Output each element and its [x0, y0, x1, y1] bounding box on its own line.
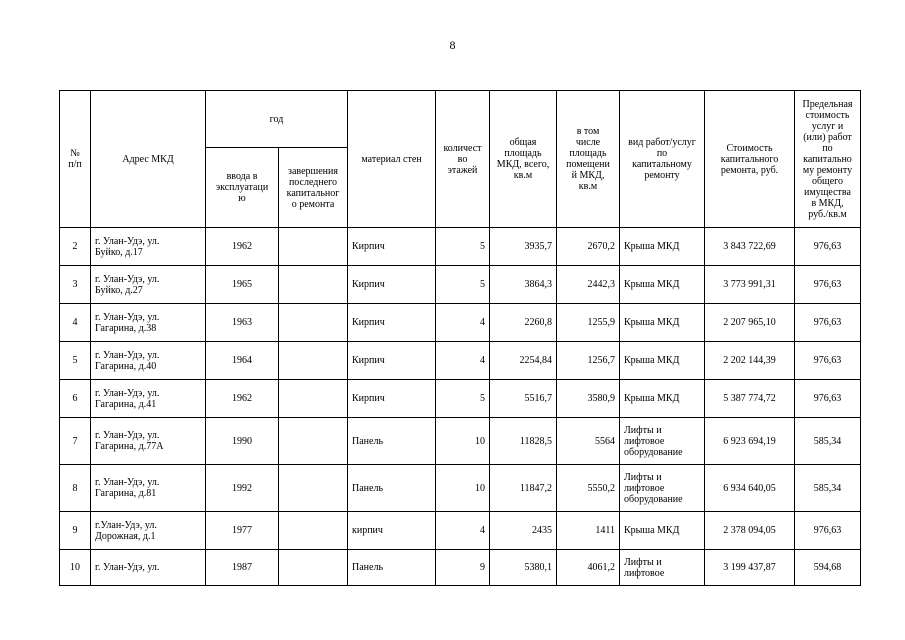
- cell-address: г. Улан-Удэ, ул. Буйко, д.17: [91, 228, 206, 266]
- cell-address: г. Улан-Удэ, ул. Гагарина, д.41: [91, 380, 206, 418]
- cell-work-type: Крыша МКД: [620, 380, 705, 418]
- table-row: [60, 380, 861, 418]
- cell-year-commission: 1992: [206, 465, 279, 512]
- cell-num: 4: [60, 304, 91, 342]
- cell-wall-material: Панель: [348, 418, 436, 465]
- table-row: [60, 228, 861, 266]
- cell-work-type: Лифты и лифтовое: [620, 550, 705, 586]
- cell-limit-cost: 976,63: [795, 304, 861, 342]
- cell-limit-cost: 585,34: [795, 465, 861, 512]
- cell-num: 10: [60, 550, 91, 586]
- cell-year-commission: 1990: [206, 418, 279, 465]
- cell-wall-material: Кирпич: [348, 266, 436, 304]
- cell-year-commission: 1963: [206, 304, 279, 342]
- header-wall-material: материал стен: [348, 91, 436, 228]
- cell-address: г. Улан-Удэ, ул. Гагарина, д.77А: [91, 418, 206, 465]
- cell-total-area: 11847,2: [490, 465, 557, 512]
- cell-wall-material: Кирпич: [348, 228, 436, 266]
- cell-year-commission: 1965: [206, 266, 279, 304]
- cell-floors: 10: [436, 418, 490, 465]
- cell-work-type: Лифты и лифтовое оборудование: [620, 465, 705, 512]
- cell-address: г. Улан-Удэ, ул. Гагарина, д.40: [91, 342, 206, 380]
- cell-year-last-repair: [279, 550, 348, 586]
- cell-total-area: 3935,7: [490, 228, 557, 266]
- cell-total-area: 2260,8: [490, 304, 557, 342]
- cell-wall-material: кирпич: [348, 512, 436, 550]
- cell-work-type: Крыша МКД: [620, 342, 705, 380]
- cell-floors: 9: [436, 550, 490, 586]
- cell-num: 3: [60, 266, 91, 304]
- cell-work-type: Крыша МКД: [620, 266, 705, 304]
- cell-wall-material: Панель: [348, 465, 436, 512]
- cell-premises-area: 4061,2: [557, 550, 620, 586]
- table-row: [60, 465, 861, 512]
- cell-year-last-repair: [279, 418, 348, 465]
- cell-year-commission: 1962: [206, 228, 279, 266]
- table-row: [60, 266, 861, 304]
- cell-year-commission: 1987: [206, 550, 279, 586]
- cell-work-type: Крыша МКД: [620, 512, 705, 550]
- header-floors: количест во этажей: [436, 91, 490, 228]
- table-row: [60, 512, 861, 550]
- table-row: [60, 304, 861, 342]
- cell-limit-cost: 585,34: [795, 418, 861, 465]
- cell-premises-area: 2670,2: [557, 228, 620, 266]
- header-limit-cost: Предельная стоимость услуг и (или) работ по капитально му ремонту общего имущества в МКД, руб./кв.м: [795, 91, 861, 228]
- cell-year-last-repair: [279, 342, 348, 380]
- header-repair-cost: Стоимость капитального ремонта, руб.: [705, 91, 795, 228]
- cell-year-commission: 1964: [206, 342, 279, 380]
- cell-repair-cost: 3 199 437,87: [705, 550, 795, 586]
- cell-year-last-repair: [279, 304, 348, 342]
- cell-year-last-repair: [279, 266, 348, 304]
- header-year-commission: ввода в эксплуатаци ю: [206, 148, 279, 228]
- cell-repair-cost: 2 378 094,05: [705, 512, 795, 550]
- page-number: 8: [449, 38, 456, 52]
- cell-repair-cost: 2 202 144,39: [705, 342, 795, 380]
- cell-floors: 4: [436, 304, 490, 342]
- header-row-top: [60, 91, 861, 148]
- cell-year-commission: 1977: [206, 512, 279, 550]
- cell-repair-cost: 3 843 722,69: [705, 228, 795, 266]
- cell-repair-cost: 6 934 640,05: [705, 465, 795, 512]
- cell-premises-area: 5550,2: [557, 465, 620, 512]
- cell-work-type: Крыша МКД: [620, 304, 705, 342]
- cell-total-area: 5516,7: [490, 380, 557, 418]
- cell-floors: 10: [436, 465, 490, 512]
- cell-premises-area: 2442,3: [557, 266, 620, 304]
- cell-num: 8: [60, 465, 91, 512]
- cell-wall-material: Кирпич: [348, 304, 436, 342]
- cell-limit-cost: 976,63: [795, 228, 861, 266]
- cell-repair-cost: 3 773 991,31: [705, 266, 795, 304]
- header-year: год: [206, 91, 348, 148]
- cell-premises-area: 1411: [557, 512, 620, 550]
- cell-total-area: 5380,1: [490, 550, 557, 586]
- cell-limit-cost: 976,63: [795, 512, 861, 550]
- cell-num: 2: [60, 228, 91, 266]
- cell-premises-area: 1255,9: [557, 304, 620, 342]
- cell-total-area: 11828,5: [490, 418, 557, 465]
- cell-wall-material: Панель: [348, 550, 436, 586]
- table-row: [60, 342, 861, 380]
- cell-repair-cost: 6 923 694,19: [705, 418, 795, 465]
- cell-num: 5: [60, 342, 91, 380]
- cell-repair-cost: 5 387 774,72: [705, 380, 795, 418]
- cell-address: г. Улан-Удэ, ул.: [91, 550, 206, 586]
- cell-year-last-repair: [279, 380, 348, 418]
- cell-premises-area: 5564: [557, 418, 620, 465]
- cell-floors: 5: [436, 228, 490, 266]
- cell-address: г. Улан-Удэ, ул. Буйко, д.27: [91, 266, 206, 304]
- cell-premises-area: 3580,9: [557, 380, 620, 418]
- cell-limit-cost: 976,63: [795, 342, 861, 380]
- cell-wall-material: Кирпич: [348, 380, 436, 418]
- cell-total-area: 2254,84: [490, 342, 557, 380]
- cell-work-type: Лифты и лифтовое оборудование: [620, 418, 705, 465]
- cell-num: 7: [60, 418, 91, 465]
- cell-premises-area: 1256,7: [557, 342, 620, 380]
- cell-floors: 5: [436, 266, 490, 304]
- cell-year-last-repair: [279, 512, 348, 550]
- cell-address: г. Улан-Удэ, ул. Гагарина, д.38: [91, 304, 206, 342]
- capital-repair-table: [59, 90, 861, 586]
- cell-year-last-repair: [279, 228, 348, 266]
- cell-address: г. Улан-Удэ, ул. Гагарина, д.81: [91, 465, 206, 512]
- cell-total-area: 2435: [490, 512, 557, 550]
- table-row: [60, 550, 861, 586]
- cell-wall-material: Кирпич: [348, 342, 436, 380]
- cell-total-area: 3864,3: [490, 266, 557, 304]
- header-address: Адрес МКД: [91, 91, 206, 228]
- header-year-last-repair: завершения последнего капитальног о ремонта: [279, 148, 348, 228]
- cell-year-commission: 1962: [206, 380, 279, 418]
- cell-num: 9: [60, 512, 91, 550]
- cell-work-type: Крыша МКД: [620, 228, 705, 266]
- header-num: № п/п: [60, 91, 91, 228]
- cell-limit-cost: 976,63: [795, 266, 861, 304]
- cell-floors: 4: [436, 512, 490, 550]
- cell-floors: 5: [436, 380, 490, 418]
- header-premises-area: в том числе площадь помещени й МКД, кв.м: [557, 91, 620, 228]
- header-total-area: общая площадь МКД, всего, кв.м: [490, 91, 557, 228]
- cell-limit-cost: 594,68: [795, 550, 861, 586]
- header-work-type: вид работ/услуг по капитальному ремонту: [620, 91, 705, 228]
- cell-year-last-repair: [279, 465, 348, 512]
- table-row: [60, 418, 861, 465]
- cell-limit-cost: 976,63: [795, 380, 861, 418]
- cell-repair-cost: 2 207 965,10: [705, 304, 795, 342]
- cell-address: г.Улан-Удэ, ул. Дорожная, д.1: [91, 512, 206, 550]
- cell-floors: 4: [436, 342, 490, 380]
- cell-num: 6: [60, 380, 91, 418]
- table-body: [60, 228, 861, 586]
